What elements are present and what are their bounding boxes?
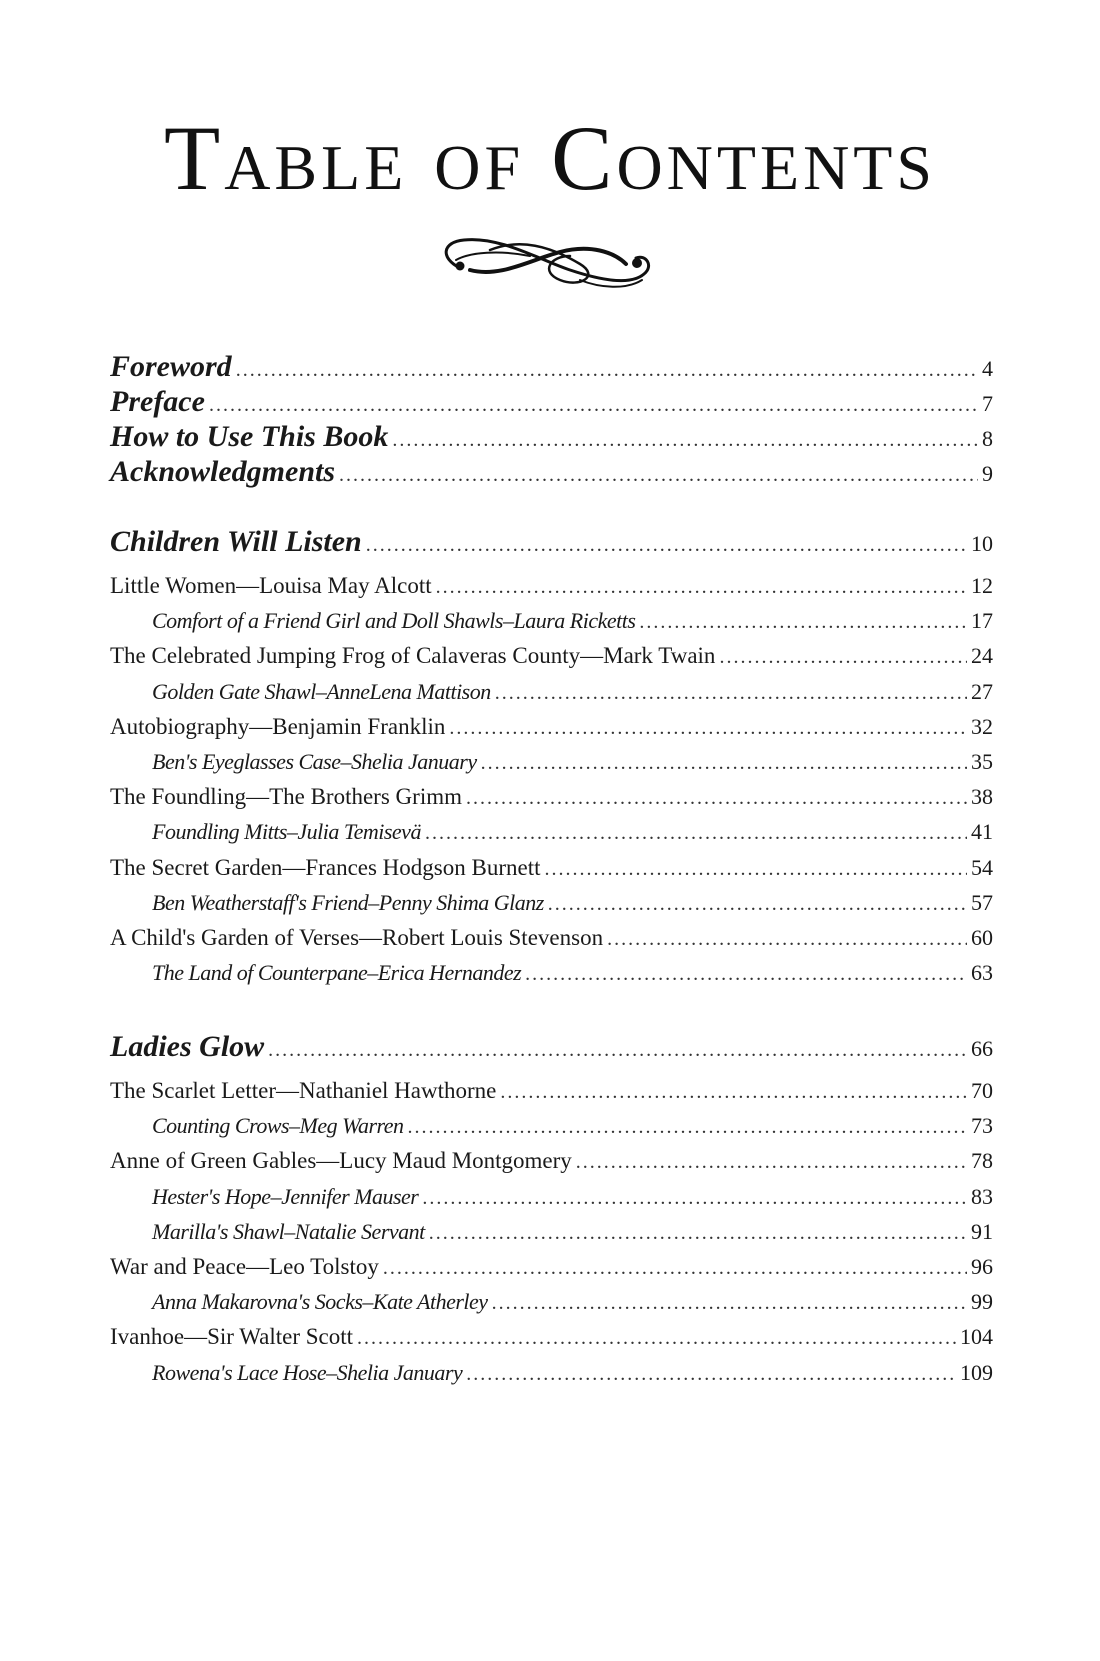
page-number: 96 — [971, 1254, 993, 1279]
entry-title: The Scarlet Letter—Nathaniel Hawthorne — [110, 1078, 497, 1103]
page-title: Table of Contents — [164, 107, 936, 209]
dot-leader — [383, 1257, 967, 1280]
literary-work-entry[interactable] — [110, 714, 993, 740]
page-number: 32 — [971, 713, 993, 739]
literary-work-entry[interactable] — [110, 1148, 993, 1174]
entry-title: Children Will Listen — [110, 525, 362, 558]
entry-title: Rowena's Lace Hose–Shelia January — [152, 1359, 463, 1385]
entry-title: Ladies Glow — [110, 1030, 265, 1063]
dot-leader — [436, 576, 967, 599]
dot-leader — [466, 1363, 956, 1386]
entry-title: Foundling Mitts–Julia Temisevä — [152, 819, 421, 845]
page-number: 78 — [971, 1148, 993, 1174]
dot-leader — [392, 429, 978, 452]
page-number: 10 — [971, 531, 993, 556]
page-number: 9 — [982, 461, 993, 486]
entry-title: Anne of Green Gables—Lucy Maud Montgomery — [110, 1148, 572, 1174]
pattern-entry[interactable] — [152, 749, 993, 775]
front-matter-entry[interactable] — [110, 420, 993, 454]
pattern-entry[interactable] — [152, 1184, 993, 1210]
dot-leader — [209, 394, 978, 417]
page-number: 38 — [971, 784, 993, 810]
literary-work-entry[interactable] — [110, 925, 993, 951]
literary-work-entry[interactable] — [110, 855, 993, 881]
literary-work-entry[interactable] — [110, 784, 993, 810]
page-number: 8 — [982, 426, 993, 451]
entry-title: Ben Weatherstaff's Friend–Penny Shima Glanz — [152, 889, 544, 915]
pattern-entry[interactable] — [152, 1113, 993, 1139]
dot-leader — [339, 464, 978, 487]
pattern-entry[interactable] — [152, 890, 993, 916]
page-number: 70 — [971, 1078, 993, 1103]
page-number: 109 — [960, 1359, 993, 1385]
page-number: 66 — [971, 1036, 993, 1061]
entry-title: Hester's Hope–Jennifer Mauser — [152, 1183, 419, 1209]
dot-leader — [639, 611, 967, 634]
dot-leader — [429, 1222, 967, 1245]
page-number: 35 — [971, 749, 993, 774]
literary-work-entry[interactable] — [110, 1254, 993, 1280]
entry-title: Autobiography—Benjamin Franklin — [110, 713, 446, 739]
dot-leader — [500, 1081, 967, 1104]
entry-title: Preface — [110, 385, 205, 418]
dot-leader — [408, 1116, 967, 1139]
entry-title: Little Women—Louisa May Alcott — [110, 573, 432, 598]
entry-title: War and Peace—Leo Tolstoy — [110, 1254, 379, 1279]
page-number: 73 — [971, 1113, 993, 1139]
page-number: 12 — [971, 573, 993, 598]
page-number: 54 — [971, 854, 993, 880]
page-number: 60 — [971, 925, 993, 950]
page-number: 99 — [971, 1289, 993, 1315]
pattern-entry[interactable] — [152, 1360, 993, 1386]
flourish-ornament-icon — [430, 230, 670, 300]
pattern-entry[interactable] — [152, 1219, 993, 1245]
dot-leader — [545, 858, 968, 881]
entry-title: Ben's Eyeglasses Case–Shelia January — [152, 749, 477, 774]
dot-leader — [236, 359, 978, 382]
front-matter-entry[interactable] — [110, 455, 993, 489]
entry-title: A Child's Garden of Verses—Robert Louis Stevenson — [110, 925, 604, 950]
dot-leader — [576, 1151, 967, 1174]
page-number: 7 — [982, 391, 993, 416]
front-matter-entry[interactable] — [110, 385, 993, 419]
front-matter-entry[interactable] — [110, 350, 993, 384]
entry-title: The Land of Counterpane–Erica Hernandez — [152, 960, 522, 986]
page-number: 91 — [971, 1218, 993, 1244]
dot-leader — [449, 717, 967, 740]
entry-title: Ivanhoe—Sir Walter Scott — [110, 1324, 354, 1350]
pattern-entry[interactable] — [152, 960, 993, 986]
pattern-entry[interactable] — [152, 1289, 993, 1315]
dot-leader — [268, 1039, 967, 1062]
pattern-entry[interactable] — [152, 679, 993, 705]
entry-title: Foreword — [110, 350, 232, 383]
dot-leader — [548, 893, 967, 916]
entry-title: How to Use This Book — [110, 420, 389, 453]
page-number: 27 — [971, 678, 993, 704]
entry-title: Marilla's Shawl–Natalie Servant — [152, 1218, 425, 1244]
entry-title: The Celebrated Jumping Frog of Calaveras County—Mark Twain — [110, 643, 716, 669]
entry-title: Comfort of a Friend Girl and Doll Shawls–Laura Ricketts — [152, 608, 636, 634]
dot-leader — [366, 534, 967, 557]
page-number: 4 — [982, 356, 993, 381]
entry-title: Counting Crows–Meg Warren — [152, 1113, 404, 1139]
entry-title: Acknowledgments — [110, 455, 336, 488]
dot-leader — [357, 1327, 956, 1350]
page-number: 24 — [971, 643, 993, 669]
dot-leader — [607, 928, 967, 951]
dot-leader — [425, 822, 967, 845]
page-number: 17 — [971, 608, 993, 634]
page-number: 41 — [971, 819, 993, 845]
dot-leader — [481, 752, 967, 775]
page-number: 63 — [971, 960, 993, 986]
pattern-entry[interactable] — [152, 819, 993, 845]
literary-work-entry[interactable] — [110, 1324, 993, 1350]
section-heading[interactable] — [110, 525, 993, 559]
dot-leader — [492, 1292, 967, 1315]
dot-leader — [719, 646, 967, 669]
dot-leader — [525, 963, 967, 986]
entry-title: Golden Gate Shawl–AnneLena Mattison — [152, 678, 491, 704]
page-number: 57 — [971, 889, 993, 915]
pattern-entry[interactable] — [152, 608, 993, 634]
literary-work-entry[interactable] — [110, 1078, 993, 1104]
dot-leader — [495, 682, 967, 705]
entry-title: The Foundling—The Brothers Grimm — [110, 784, 462, 810]
entry-title: The Secret Garden—Frances Hodgson Burnett — [110, 854, 541, 880]
section-heading[interactable] — [110, 1030, 993, 1064]
page-number: 83 — [971, 1183, 993, 1209]
page-number: 104 — [960, 1324, 993, 1350]
dot-leader — [466, 787, 967, 810]
literary-work-entry[interactable] — [110, 573, 993, 599]
literary-work-entry[interactable] — [110, 643, 993, 669]
dot-leader — [422, 1187, 967, 1210]
entry-title: Anna Makarovna's Socks–Kate Atherley — [152, 1289, 488, 1315]
